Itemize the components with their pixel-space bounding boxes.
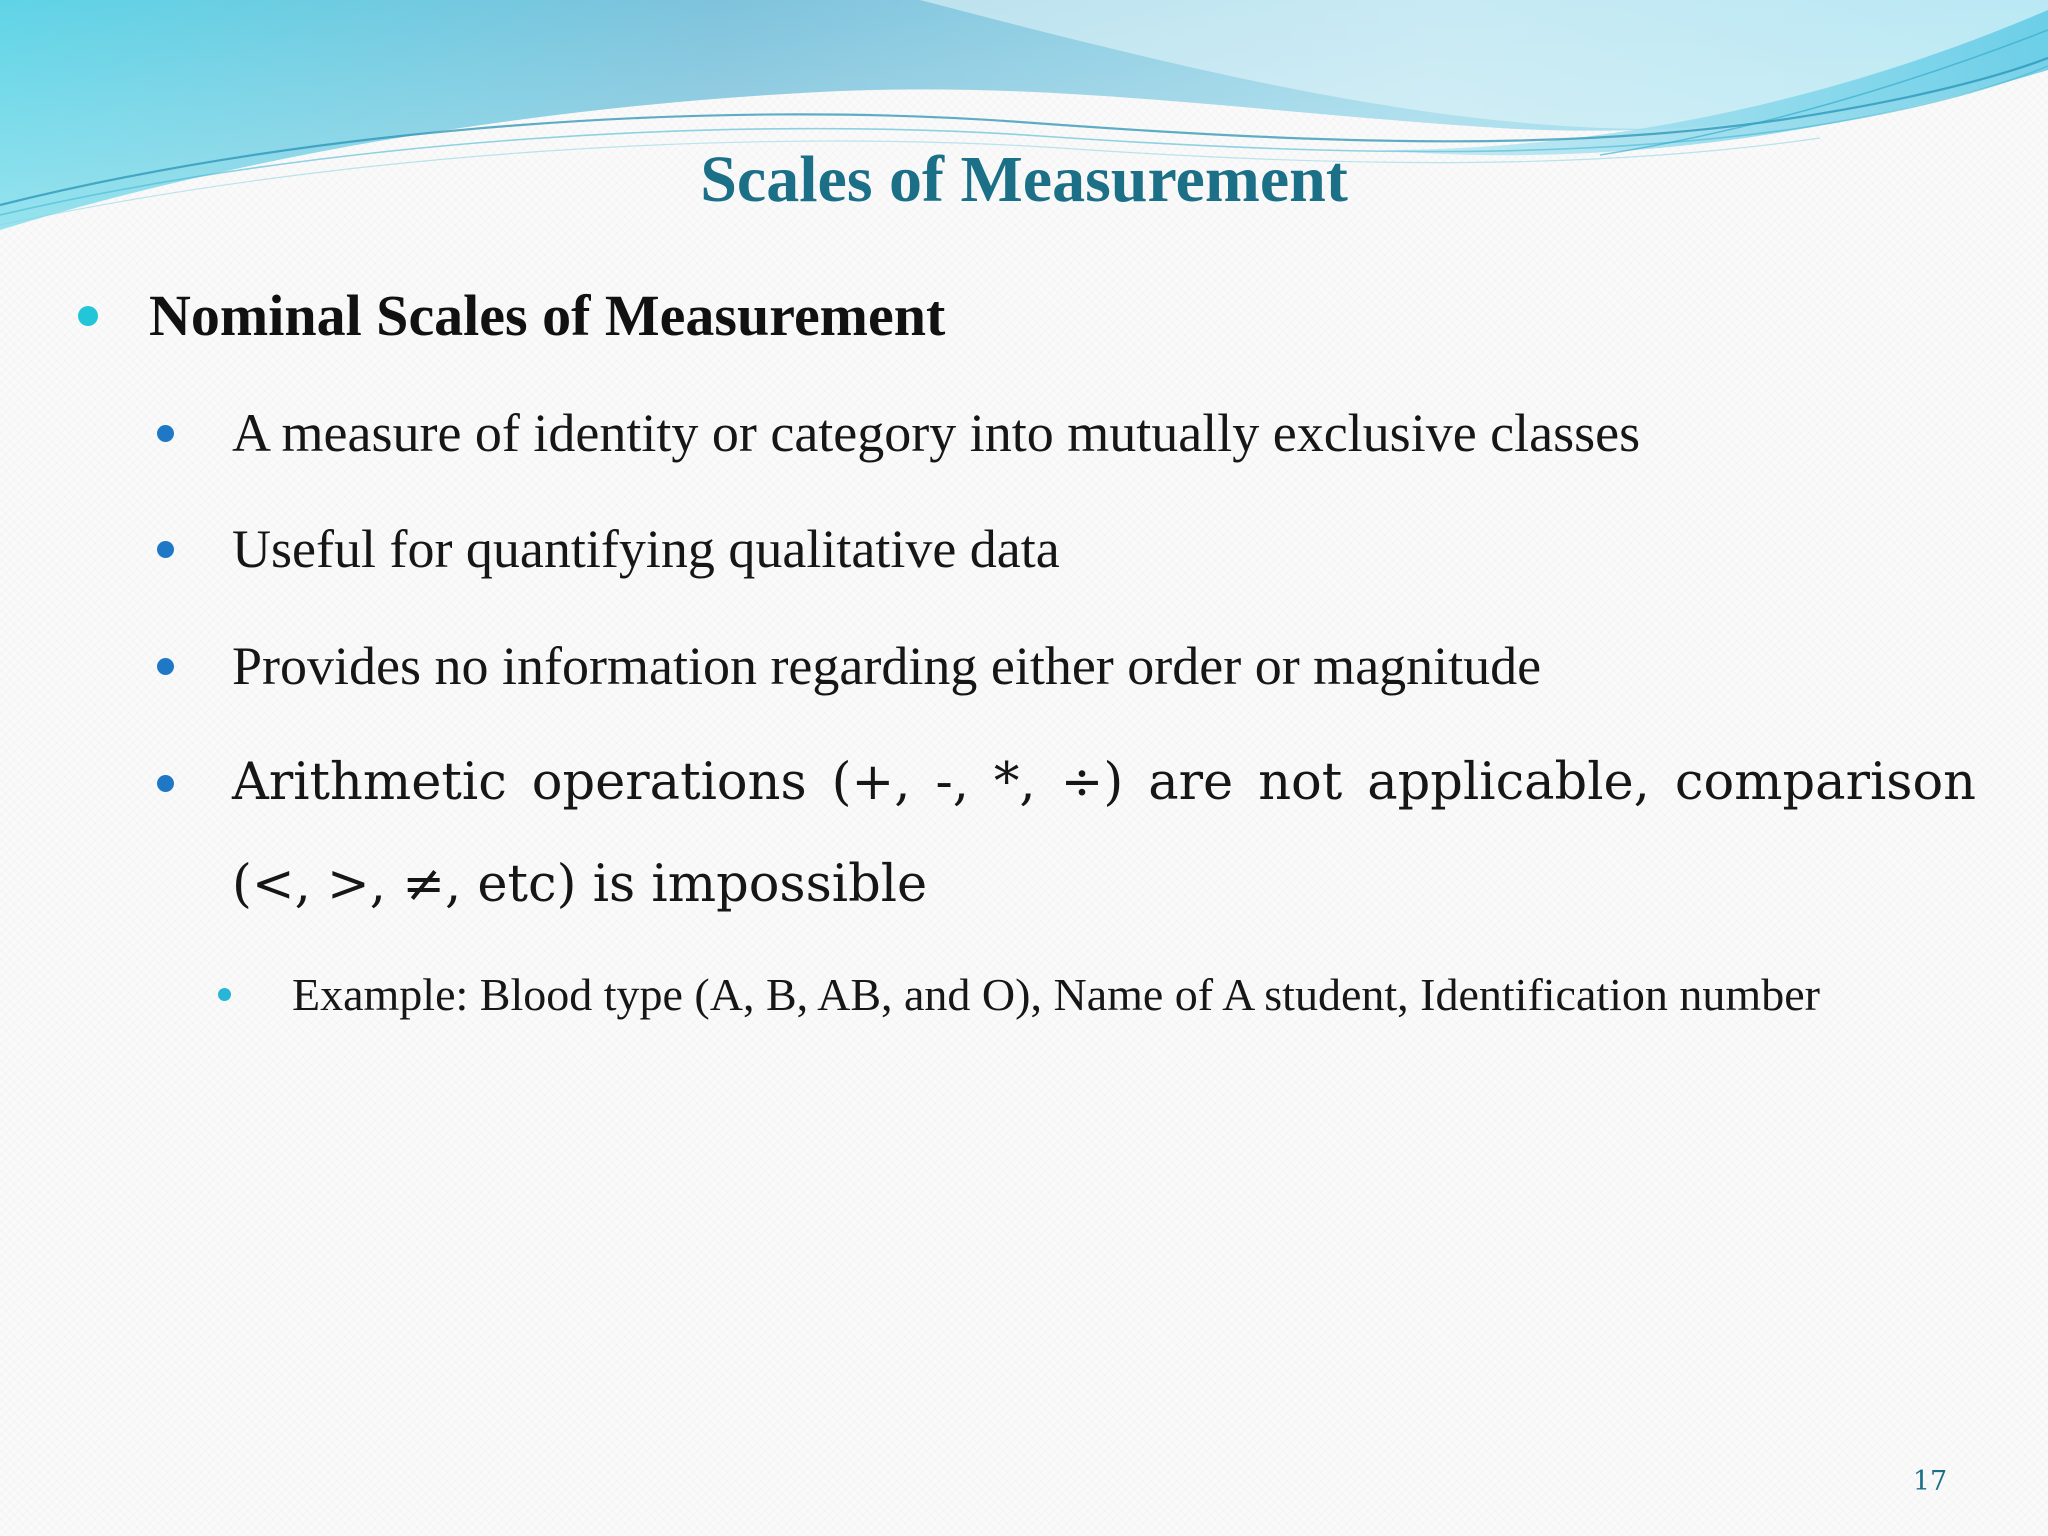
list-item: Provides no information regarding either order or magnitude — [232, 636, 1542, 696]
bullet-level3-icon — [218, 988, 231, 1001]
list-item: A measure of identity or category into mutually exclusive classes — [232, 403, 1641, 463]
bullet-level2-icon — [157, 658, 174, 675]
section-heading: Nominal Scales of Measurement — [149, 283, 946, 348]
bullet-level2-icon — [157, 775, 174, 792]
bullet-level2-icon — [157, 425, 174, 442]
list-item: Arithmetic operations (+, -, *, ÷) are not applicable, comparison (<, >, ≠, etc) is impossible — [232, 753, 1976, 914]
slide-title: Scales of Measurement — [700, 143, 1348, 216]
example-item: Example: Blood type (A, B, AB, and O), Name of A student, Identification number — [292, 969, 1820, 1020]
list-item: Useful for quantifying qualitative data — [232, 519, 1060, 579]
page-number: 17 — [1912, 1466, 1948, 1497]
bullet-level2-icon — [157, 541, 174, 558]
bullet-level1-icon — [78, 306, 98, 326]
